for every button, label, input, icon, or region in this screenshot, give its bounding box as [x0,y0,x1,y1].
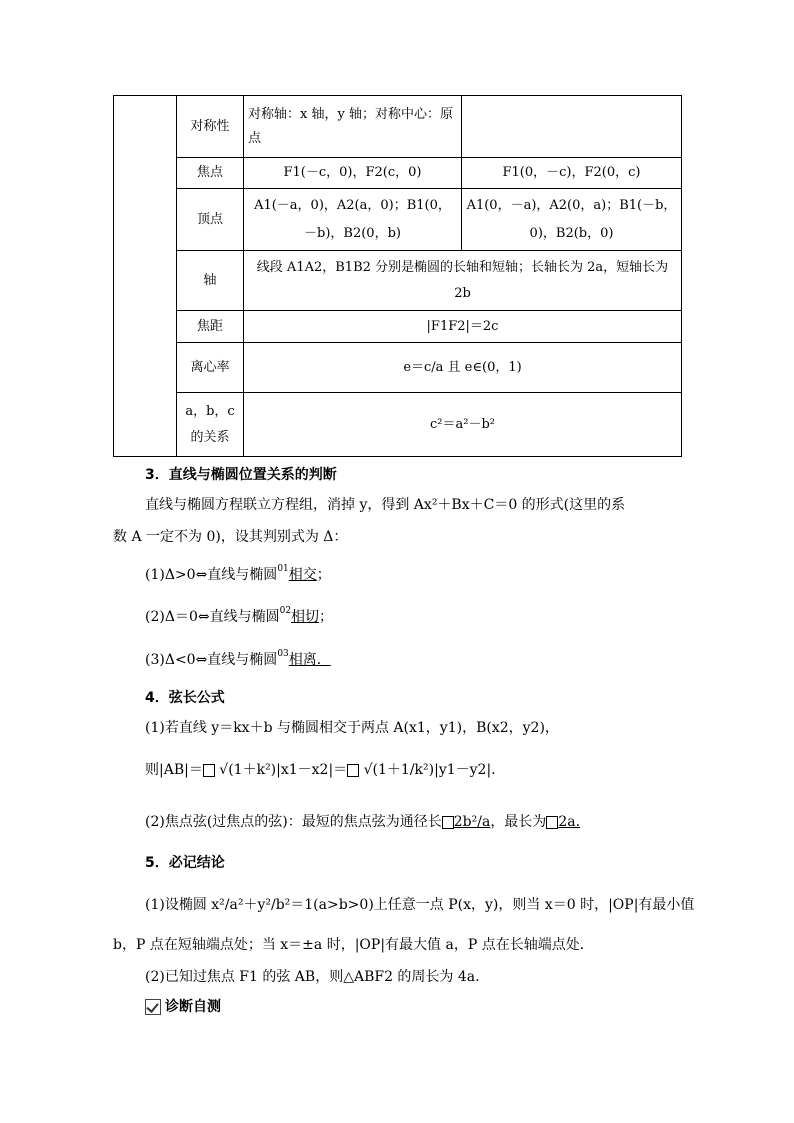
ellipse-properties-table [113,95,682,457]
list-item: (1)Δ>0⇔直线与椭圆01相交； [145,564,331,583]
table-row [114,251,682,311]
section-heading: 4．弦长公式 [145,690,225,706]
row-label: 离心率 [177,343,244,393]
table-row [114,96,682,158]
paragraph: b，P 点在短轴端点处；当 x＝±a 时，|OP|有最大值 a，P 点在长轴端点处． [113,937,594,953]
formula-text: 则|AB|＝ [145,762,203,778]
formula-text: ，最长为 [490,814,547,830]
cell-span: 线段 A1A2，B1B2 分别是椭圆的长轴和短轴；长轴长为 2a，短轴长为 2b [244,251,682,311]
cell-span: e＝c/a 且 e∈(0，1) [244,343,682,393]
cell-left: F1(－c，0)，F2(c，0) [244,158,462,189]
paragraph: 数 A 一定不为 0)，设其判别式为 Δ： [113,529,348,545]
cell-left: A1(－a，0)，A2(a，0)；B1(0，－b)，B2(0，b) [244,189,462,251]
cell-right [462,96,682,158]
paragraph: (1)若直线 y＝kx＋b 与椭圆相交于两点 A(x1，y1)，B(x2，y2)， [145,720,559,736]
table-row [114,343,682,393]
table-row [114,311,682,343]
answer-text: 相离． [288,652,331,668]
blank-box [347,764,359,777]
answer-text: 2b²/a [453,814,491,830]
item-text: (1)Δ>0⇔直线与椭圆 [145,567,278,583]
diagnosis-heading [145,997,221,1017]
row-label: 轴 [177,251,244,311]
answer-text: 2a. [558,814,581,830]
cell-left: 对称轴：x 轴，y 轴；对称中心：原点 [244,96,462,158]
list-item: (2)Δ＝0⇔直线与椭圆02相切； [145,606,334,625]
blank-box [546,816,558,829]
blank-tag: 02 [279,606,292,616]
cell-span: c²＝a²－b² [244,393,682,457]
formula-line [145,812,580,832]
paragraph: (1)设椭圆 x²/a²＋y²/b²＝1(a>b>0)上任意一点 P(x，y)，则当 x＝0 时，|OP|有最小值 [145,897,695,913]
row-label: 焦点 [177,158,244,189]
paragraph: 直线与椭圆方程联立方程组，消掉 y，得到 Ax²＋Bx＋C＝0 的形式(这里的系 [145,497,626,513]
row-label: 焦距 [177,311,244,343]
row-label: a，b，c 的关系 [177,393,244,457]
formula-text: √(1＋1/k²)|y1－y2|. [363,762,496,778]
paragraph: (2)已知过焦点 F1 的弦 AB，则△ABF2 的周长为 4a. [145,969,480,985]
item-text: (3)Δ<0⇔直线与椭圆 [145,652,278,668]
row-label: 对称性 [177,96,244,158]
list-item [145,650,331,670]
row-label: 顶点 [177,189,244,251]
blank-box [203,764,215,777]
table-row [114,189,682,251]
answer-text: 相切 [291,609,320,625]
section-heading: 3．直线与椭圆位置关系的判断 [145,467,337,483]
cell-span: |F1F2|＝2c [244,311,682,343]
item-text: (2)Δ＝0⇔直线与椭圆 [145,609,280,625]
table-row [114,393,682,457]
formula-text: √(1＋k²)|x1－x2|＝ [219,762,348,778]
blank-cell [114,96,177,457]
blank-box [442,816,454,829]
answer-text: 相交 [288,567,317,583]
formula-text: (2)焦点弦(过焦点的弦)：最短的焦点弦为通径长 [145,814,442,830]
checkmark-icon [145,999,161,1015]
section-heading: 5．必记结论 [145,855,225,871]
diagnosis-label: 诊断自测 [165,999,221,1015]
blank-tag: 01 [277,564,289,574]
cell-right: F1(0，－c)，F2(0，c) [462,158,682,189]
formula-line [145,760,496,780]
table-row [114,158,682,189]
blank-tag: 03 [277,649,289,659]
cell-right: A1(0，－a)，A2(0，a)；B1(－b，0)，B2(b，0) [462,189,682,251]
